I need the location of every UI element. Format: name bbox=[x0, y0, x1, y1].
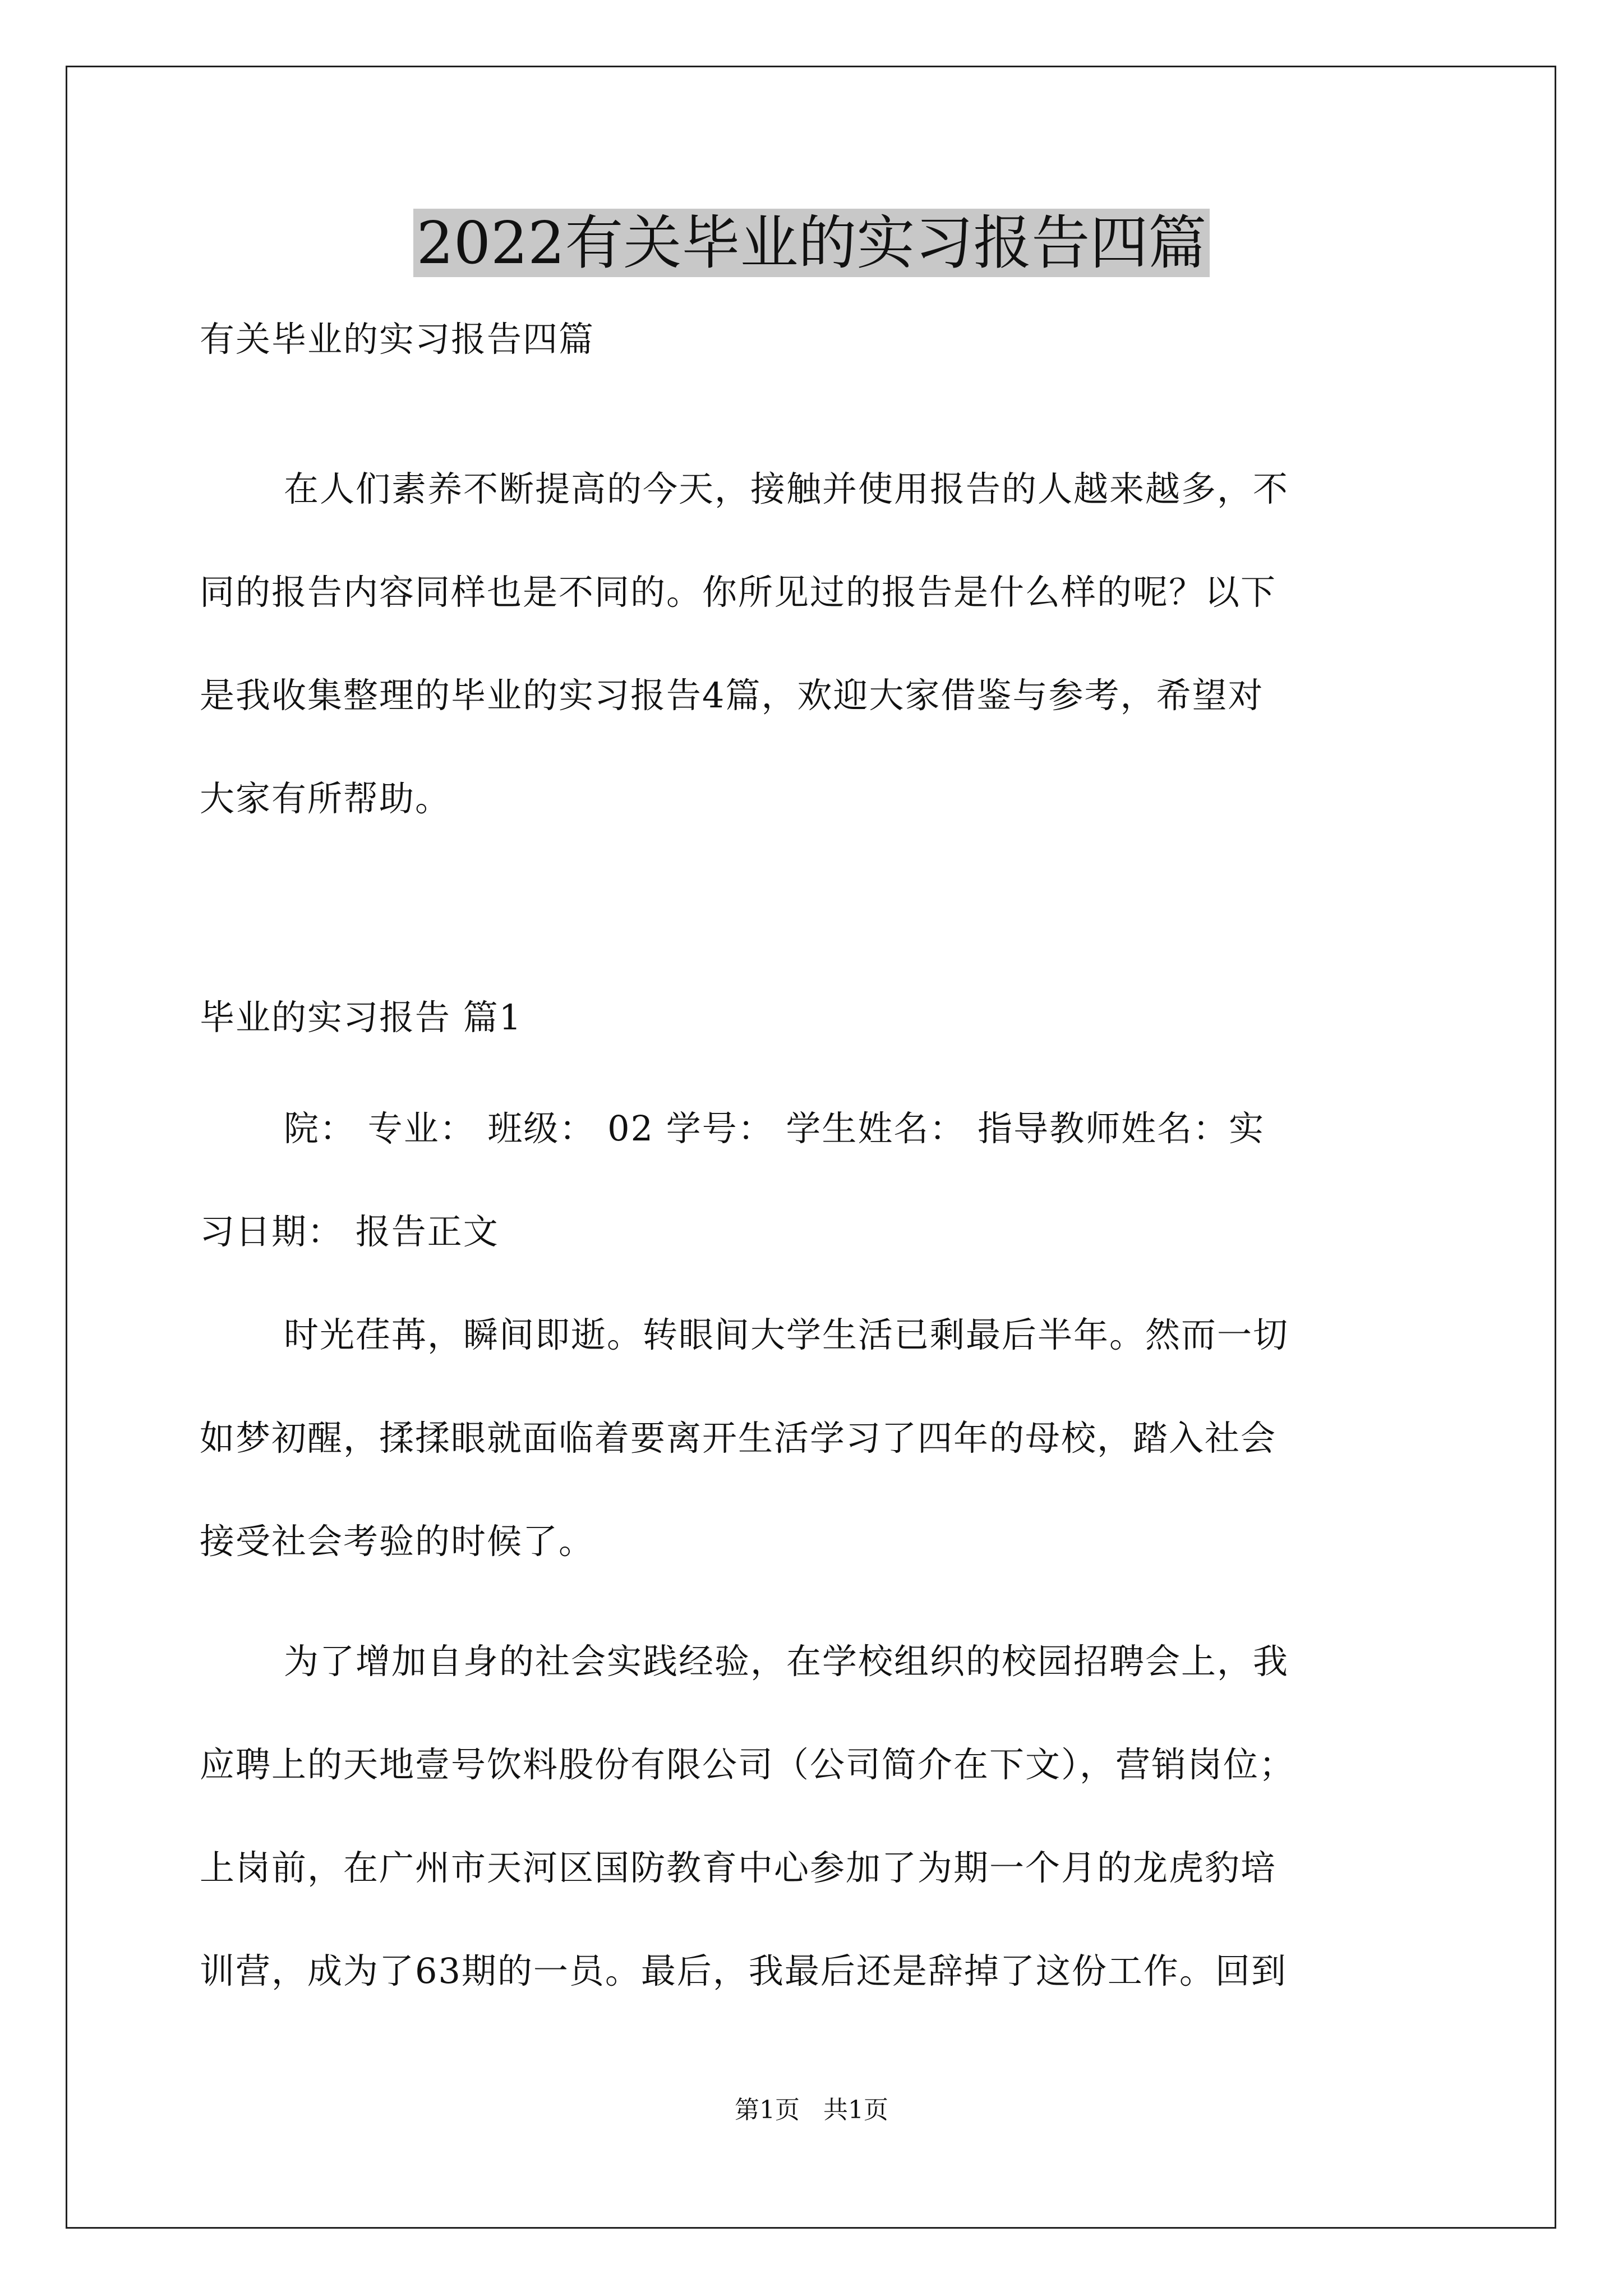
intro-line-1: 在人们素养不断提高的今天，接触并使用报告的人越来越多，不 bbox=[284, 468, 1289, 509]
intro-line-2: 同的报告内容同样也是不同的。你所见过的报告是什么样的呢？以下 bbox=[200, 572, 1277, 613]
intro-line-4: 大家有所帮助。 bbox=[200, 778, 451, 819]
intro-line-3: 是我收集整理的毕业的实习报告4篇，欢迎大家借鉴与参考，希望对 bbox=[200, 675, 1264, 716]
info-line-1: 院： 专业： 班级： 02 学号： 学生姓名： 指导教师姓名：实 bbox=[284, 1108, 1265, 1149]
document-title-text: 2022有关毕业的实习报告四篇 bbox=[413, 209, 1210, 277]
paragraph-2-line-3: 上岗前，在广州市天河区国防教育中心参加了为期一个月的龙虎豹培 bbox=[200, 1847, 1277, 1888]
paragraph-1-line-2: 如梦初醒，揉揉眼就面临着要离开生活学习了四年的母校，踏入社会 bbox=[200, 1418, 1277, 1458]
document-subtitle: 有关毕业的实习报告四篇 bbox=[200, 319, 595, 360]
paragraph-2-line-1: 为了增加自身的社会实践经验，在学校组织的校园招聘会上，我 bbox=[284, 1641, 1289, 1682]
document-title bbox=[0, 201, 1623, 285]
info-line-2: 习日期： 报告正文 bbox=[200, 1211, 499, 1252]
paragraph-1-line-3: 接受社会考验的时候了。 bbox=[200, 1521, 595, 1562]
paragraph-2-line-4: 训营，成为了63期的一员。最后，我最后还是辞掉了这份工作。回到 bbox=[200, 1950, 1287, 1991]
page-footer: 第1页 共1页 bbox=[735, 2096, 888, 2124]
section-heading: 毕业的实习报告 篇1 bbox=[200, 997, 523, 1038]
paragraph-1-line-1: 时光荏苒，瞬间即逝。转眼间大学生活已剩最后半年。然而一切 bbox=[284, 1314, 1289, 1355]
paragraph-2-line-2: 应聘上的天地壹号饮料股份有限公司（公司简介在下文），营销岗位； bbox=[200, 1744, 1295, 1785]
